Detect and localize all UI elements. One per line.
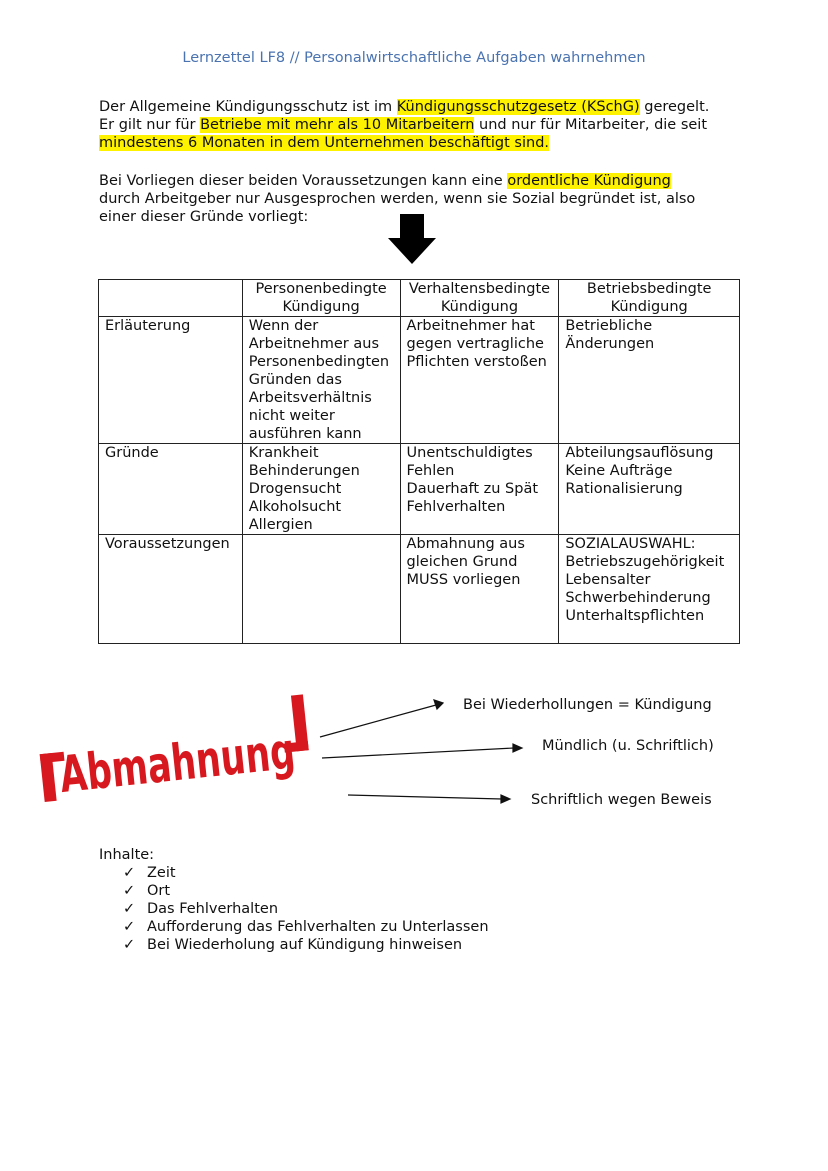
inhalte-title: Inhalte:	[99, 847, 155, 863]
table-cell: Krankheit Behinderungen Drogensucht Alkoholsucht Allergien	[242, 444, 400, 535]
table-header-cell: Betriebsbedingte Kündigung	[559, 280, 740, 317]
list-item-text: Ort	[147, 883, 171, 899]
check-icon: ✓	[123, 865, 136, 881]
note-muendlich: Mündlich (u. Schriftlich)	[542, 738, 714, 754]
table-cell: Voraussetzungen	[99, 535, 243, 644]
stamp-text: Abmahnung	[56, 711, 400, 805]
table-cell: Arbeitnehmer hat gegen vertragliche Pflichten verstoßen	[400, 317, 559, 444]
inhalte-section	[99, 846, 489, 954]
arrow-line	[348, 795, 502, 799]
table-cell: Wenn der Arbeitnehmer aus Personenbedingten Gründen das Arbeitsverhältnis nicht weiter ausführen kann	[242, 317, 400, 444]
list-item-text: Das Fehlverhalten	[147, 901, 279, 917]
check-icon: ✓	[123, 937, 136, 953]
page-header: Lernzettel LF8 // Personalwirtschaftliche Aufgaben wahrnehmen	[182, 50, 646, 66]
text-span: und nur für Mitarbeiter, die seit	[474, 117, 708, 133]
table-header-cell: Verhaltensbedingte Kündigung	[400, 280, 559, 317]
table-cell: Betriebliche Änderungen	[559, 317, 740, 444]
table-cell: Unentschuldigtes Fehlen Dauerhaft zu Spät Fehlverhalten	[400, 444, 559, 535]
arrow-head-icon	[434, 700, 443, 709]
highlight-monate: mindestens 6 Monaten in dem Unternehmen beschäftigt sind.	[99, 135, 550, 151]
text-span: Er gilt nur für	[99, 117, 201, 133]
text-span: Der Allgemeine Kündigungsschutz ist im	[99, 99, 397, 115]
list-item-text: Zeit	[147, 865, 176, 881]
text-span: Bei Vorliegen dieser beiden Voraussetzungen kann eine	[99, 173, 508, 189]
list-item	[123, 900, 489, 918]
check-icon: ✓	[123, 919, 136, 935]
highlight-kschg: Kündigungsschutzgesetz (KSchG)	[396, 99, 640, 115]
note-wiederholung: Bei Wiederhollungen = Kündigung	[463, 697, 712, 713]
table-cell: Erläuterung	[99, 317, 243, 444]
table-cell: Abmahnung aus gleichen Grund MUSS vorliegen	[400, 535, 559, 644]
list-item	[123, 918, 489, 936]
highlight-ordentliche: ordentliche Kündigung	[507, 173, 671, 189]
highlight-betriebe: Betriebe mit mehr als 10 Mitarbeitern	[200, 117, 475, 133]
text-span: durch Arbeitgeber nur Ausgesprochen werden, wenn sie Sozial begründet ist, also	[99, 191, 696, 207]
note-schriftlich: Schriftlich wegen Beweis	[531, 792, 712, 808]
text-span: geregelt.	[639, 99, 710, 115]
list-item-text: Bei Wiederholung auf Kündigung hinweisen	[147, 937, 463, 953]
list-item	[123, 864, 489, 882]
list-item	[123, 882, 489, 900]
inhalte-list	[99, 864, 489, 954]
table-cell: SOZIALAUSWAHL: Betriebszugehörigkeit Lebensalter Schwerbehinderung Unterhaltspflichten	[559, 535, 740, 644]
list-item	[123, 936, 489, 954]
arrow-head-icon	[513, 744, 522, 752]
arrow-line	[322, 748, 514, 758]
text-span: einer dieser Gründe vorliegt:	[99, 209, 309, 225]
table-header-cell: Personenbedingte Kündigung	[242, 280, 400, 317]
table-cell: Abteilungsauflösung Keine Aufträge Rationalisierung	[559, 444, 740, 535]
check-icon: ✓	[123, 901, 136, 917]
table-cell: Gründe	[99, 444, 243, 535]
check-icon: ✓	[123, 883, 136, 899]
arrow-line	[320, 705, 436, 737]
arrow-head-icon	[501, 795, 510, 803]
list-item-text: Aufforderung das Fehlverhalten zu Unterlassen	[147, 919, 489, 935]
